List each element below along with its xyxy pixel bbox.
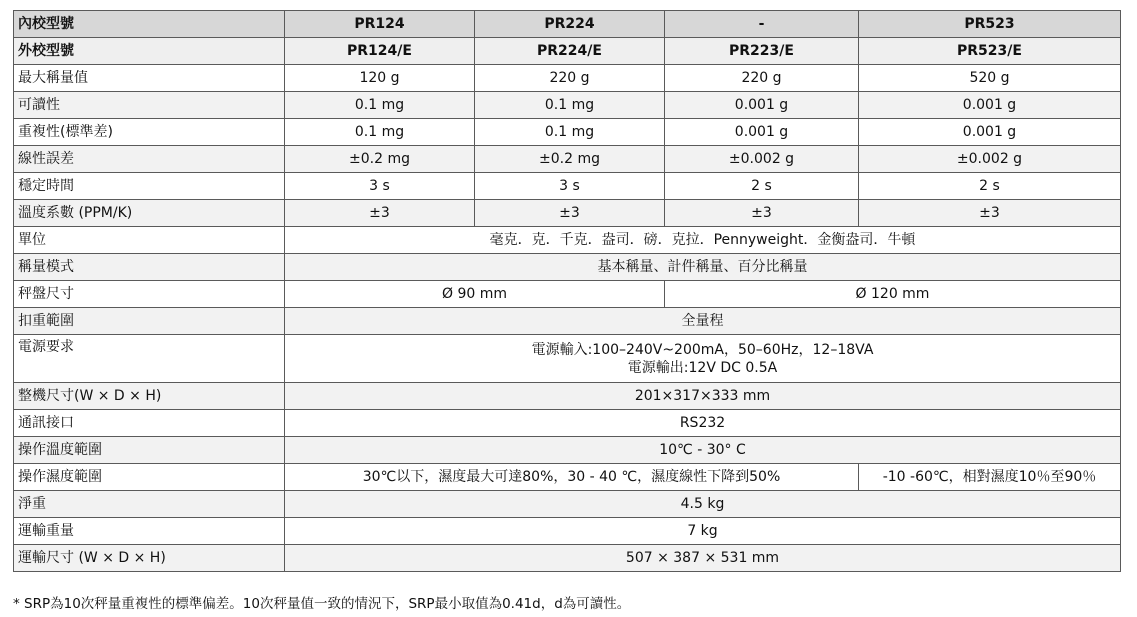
cell-value: -10 -60℃，相對濕度10％至90％ — [859, 464, 1121, 491]
row-label: 重複性(標準差) — [14, 119, 285, 146]
row-interface — [14, 410, 1121, 437]
row-label: 線性誤差 — [14, 146, 285, 173]
internal-model-3: - — [665, 11, 859, 38]
row-label: 整機尺寸(W × D × H) — [14, 383, 285, 410]
cell-value: ±3 — [475, 200, 665, 227]
cell-value: ±0.2 mg — [285, 146, 475, 173]
spec-table-container — [13, 10, 1121, 572]
row-label: 穩定時間 — [14, 173, 285, 200]
external-model-2: PR224/E — [475, 38, 665, 65]
row-linearity — [14, 146, 1121, 173]
cell-value: 3 s — [475, 173, 665, 200]
cell-value: 120 g — [285, 65, 475, 92]
row-readability — [14, 92, 1121, 119]
row-label: 秤盤尺寸 — [14, 281, 285, 308]
power-input-line: 電源輸入:100–240V~200mA，50–60Hz，12–18VA — [531, 341, 874, 358]
cell-value: ±3 — [665, 200, 859, 227]
external-model-label: 外校型號 — [14, 38, 285, 65]
cell-value: 30℃以下，濕度最大可達80%，30 - 40 ℃，濕度線性下降到50% — [285, 464, 859, 491]
row-label: 運輸重量 — [14, 518, 285, 545]
cell-value: 520 g — [859, 65, 1121, 92]
cell-value: 2 s — [859, 173, 1121, 200]
row-operating-temp — [14, 437, 1121, 464]
cell-value: 507 × 387 × 531 mm — [285, 545, 1121, 572]
row-dimensions — [14, 383, 1121, 410]
power-output-line: 電源輸出:12V DC 0.5A — [627, 359, 778, 376]
row-tare-range — [14, 308, 1121, 335]
cell-value: 全量程 — [285, 308, 1121, 335]
cell-value: Ø 90 mm — [285, 281, 665, 308]
cell-value: 0.1 mg — [475, 92, 665, 119]
row-power — [14, 335, 1121, 383]
cell-value: 10℃ - 30° C — [285, 437, 1121, 464]
cell-value: ±3 — [859, 200, 1121, 227]
footnote: * SRP為10次秤量重複性的標準偏差。10次秤量值一致的情況下，SRP最小取值為0.41d，d為可讀性。 — [13, 596, 631, 612]
external-model-4: PR523/E — [859, 38, 1121, 65]
cell-value: 0.1 mg — [285, 92, 475, 119]
row-max-capacity — [14, 65, 1121, 92]
row-net-weight — [14, 491, 1121, 518]
cell-value: 2 s — [665, 173, 859, 200]
internal-model-1: PR124 — [285, 11, 475, 38]
cell-value: ±3 — [285, 200, 475, 227]
external-model-1: PR124/E — [285, 38, 475, 65]
row-temp-coefficient — [14, 200, 1121, 227]
cell-value: 基本稱量、計件稱量、百分比稱量 — [285, 254, 1121, 281]
cell-value: 7 kg — [285, 518, 1121, 545]
row-label: 單位 — [14, 227, 285, 254]
row-label: 最大稱量值 — [14, 65, 285, 92]
cell-value: 毫克．克．千克．盎司．磅．克拉．Pennyweight．金衡盎司．牛頓 — [285, 227, 1121, 254]
row-weighing-modes — [14, 254, 1121, 281]
cell-value: ±0.2 mg — [475, 146, 665, 173]
cell-value: RS232 — [285, 410, 1121, 437]
header-row-internal — [14, 11, 1121, 38]
cell-value: 0.001 g — [665, 92, 859, 119]
cell-value: 3 s — [285, 173, 475, 200]
row-label: 稱量模式 — [14, 254, 285, 281]
row-label: 運輸尺寸 (W × D × H) — [14, 545, 285, 572]
cell-value: ±0.002 g — [859, 146, 1121, 173]
row-operating-humidity — [14, 464, 1121, 491]
row-units — [14, 227, 1121, 254]
cell-value: 220 g — [665, 65, 859, 92]
cell-value: 0.1 mg — [285, 119, 475, 146]
row-shipping-weight — [14, 518, 1121, 545]
cell-value: 0.001 g — [859, 119, 1121, 146]
internal-model-2: PR224 — [475, 11, 665, 38]
cell-value: 0.001 g — [665, 119, 859, 146]
cell-value: 0.1 mg — [475, 119, 665, 146]
internal-model-4: PR523 — [859, 11, 1121, 38]
row-repeatability — [14, 119, 1121, 146]
cell-value: 0.001 g — [859, 92, 1121, 119]
cell-value: 220 g — [475, 65, 665, 92]
spec-table — [13, 10, 1121, 572]
row-label: 通訊接口 — [14, 410, 285, 437]
row-label: 可讀性 — [14, 92, 285, 119]
external-model-3: PR223/E — [665, 38, 859, 65]
internal-model-label: 內校型號 — [14, 11, 285, 38]
row-pan-size — [14, 281, 1121, 308]
row-label: 淨重 — [14, 491, 285, 518]
row-shipping-dimensions — [14, 545, 1121, 572]
row-stabilization — [14, 173, 1121, 200]
row-label: 操作濕度範圍 — [14, 464, 285, 491]
cell-value — [285, 335, 1121, 383]
row-label: 操作溫度範圍 — [14, 437, 285, 464]
row-label: 溫度系數 (PPM/K) — [14, 200, 285, 227]
cell-value: 4.5 kg — [285, 491, 1121, 518]
cell-value: 201×317×333 mm — [285, 383, 1121, 410]
cell-value: Ø 120 mm — [665, 281, 1121, 308]
header-row-external — [14, 38, 1121, 65]
row-label: 扣重範圍 — [14, 308, 285, 335]
cell-value: ±0.002 g — [665, 146, 859, 173]
row-label: 電源要求 — [14, 335, 285, 383]
